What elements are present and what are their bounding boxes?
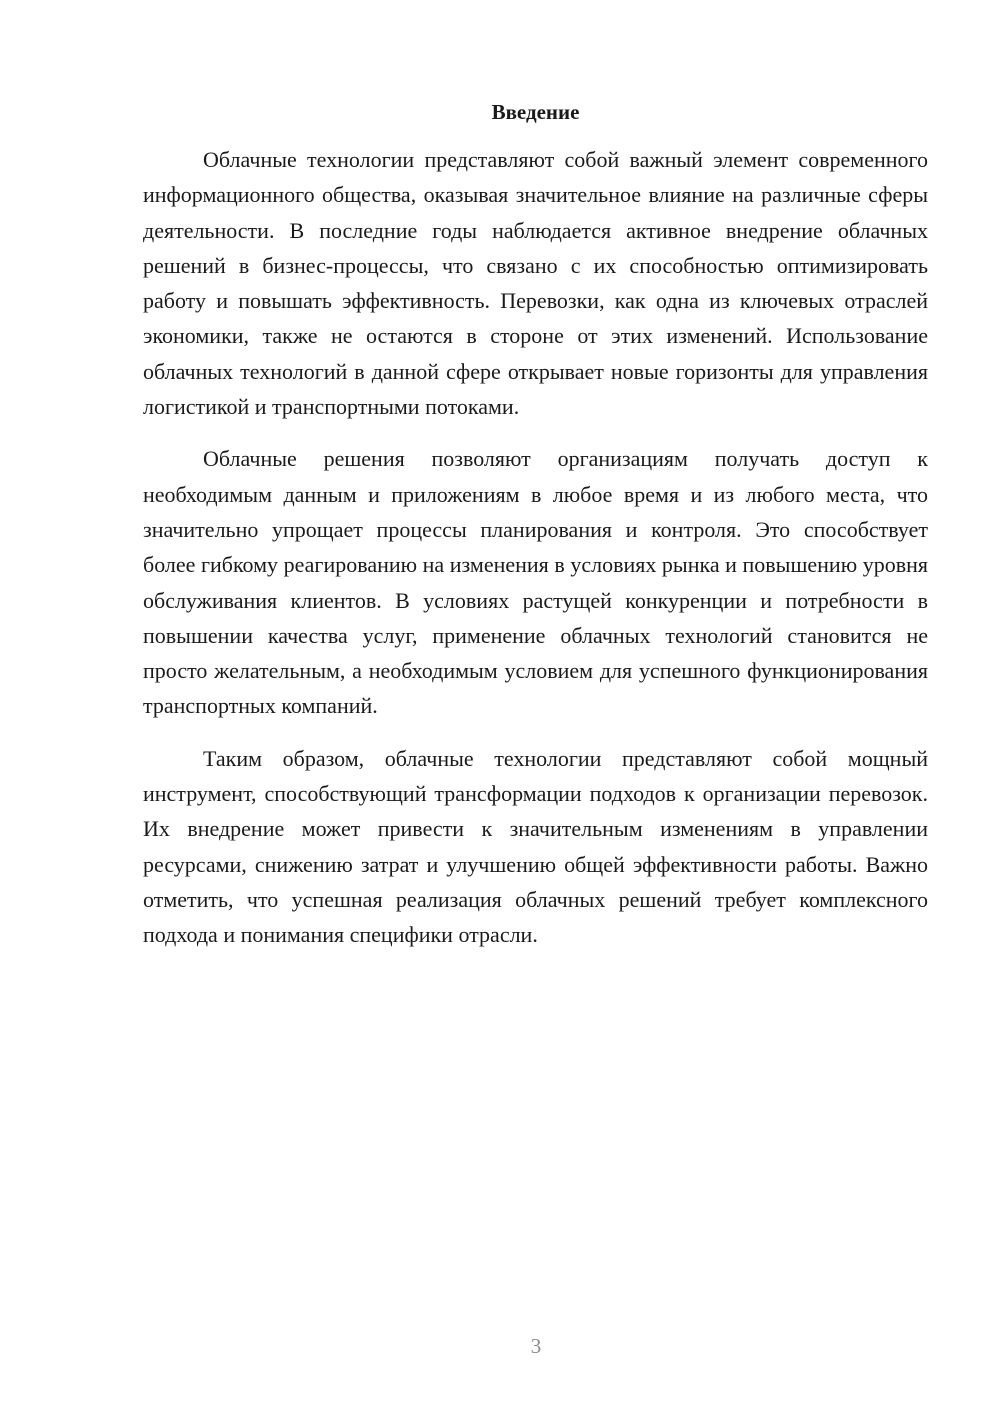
paragraph-3: Таким образом, облачные технологии представляют собой мощный инструмент, способствующий трансформации подходов к организации перевозок. Их внедрение может привести к значительным изменениям в управлении ресурсами, снижению затрат и улучшению общей эффективности работы. Важно отметить, что успешная реализация облачных решений требует комплексного подхода и понимания специфики отрасли. [143,745,928,948]
page-number: 3 [530,1334,542,1358]
section-body [143,142,928,970]
paragraph-1: Облачные технологии представляют собой важный элемент современного информационного общества, оказывая значительное влияние на различные сферы деятельности. В последние годы наблюдается активное внедрение облачных решений в бизнес-процессы, что связано с их способностью оптимизировать работу и повышать эффективность. Перевозки, как одна из ключевых отраслей экономики, также не остаются в стороне от этих изменений. Использование облачных технологий в данной сфере открывает новые горизонты для управления логистикой и транспортными потоками. [143,147,928,420]
section-title: Введение [491,100,580,124]
paragraph-2: Облачные решения позволяют организациям получать доступ к необходимым данным и приложениям в любое время и из любого места, что значительно упрощает процессы планирования и контроля. Это способствует более гибкому реагированию на изменения в условиях рынка и повышению уровня обслуживания клиентов. В условиях растущей конкуренции и потребности в повышении качества услуг, применение облачных технологий становится не просто желательным, а необходимым условием для успешного функционирования транспортных компаний. [143,446,928,719]
